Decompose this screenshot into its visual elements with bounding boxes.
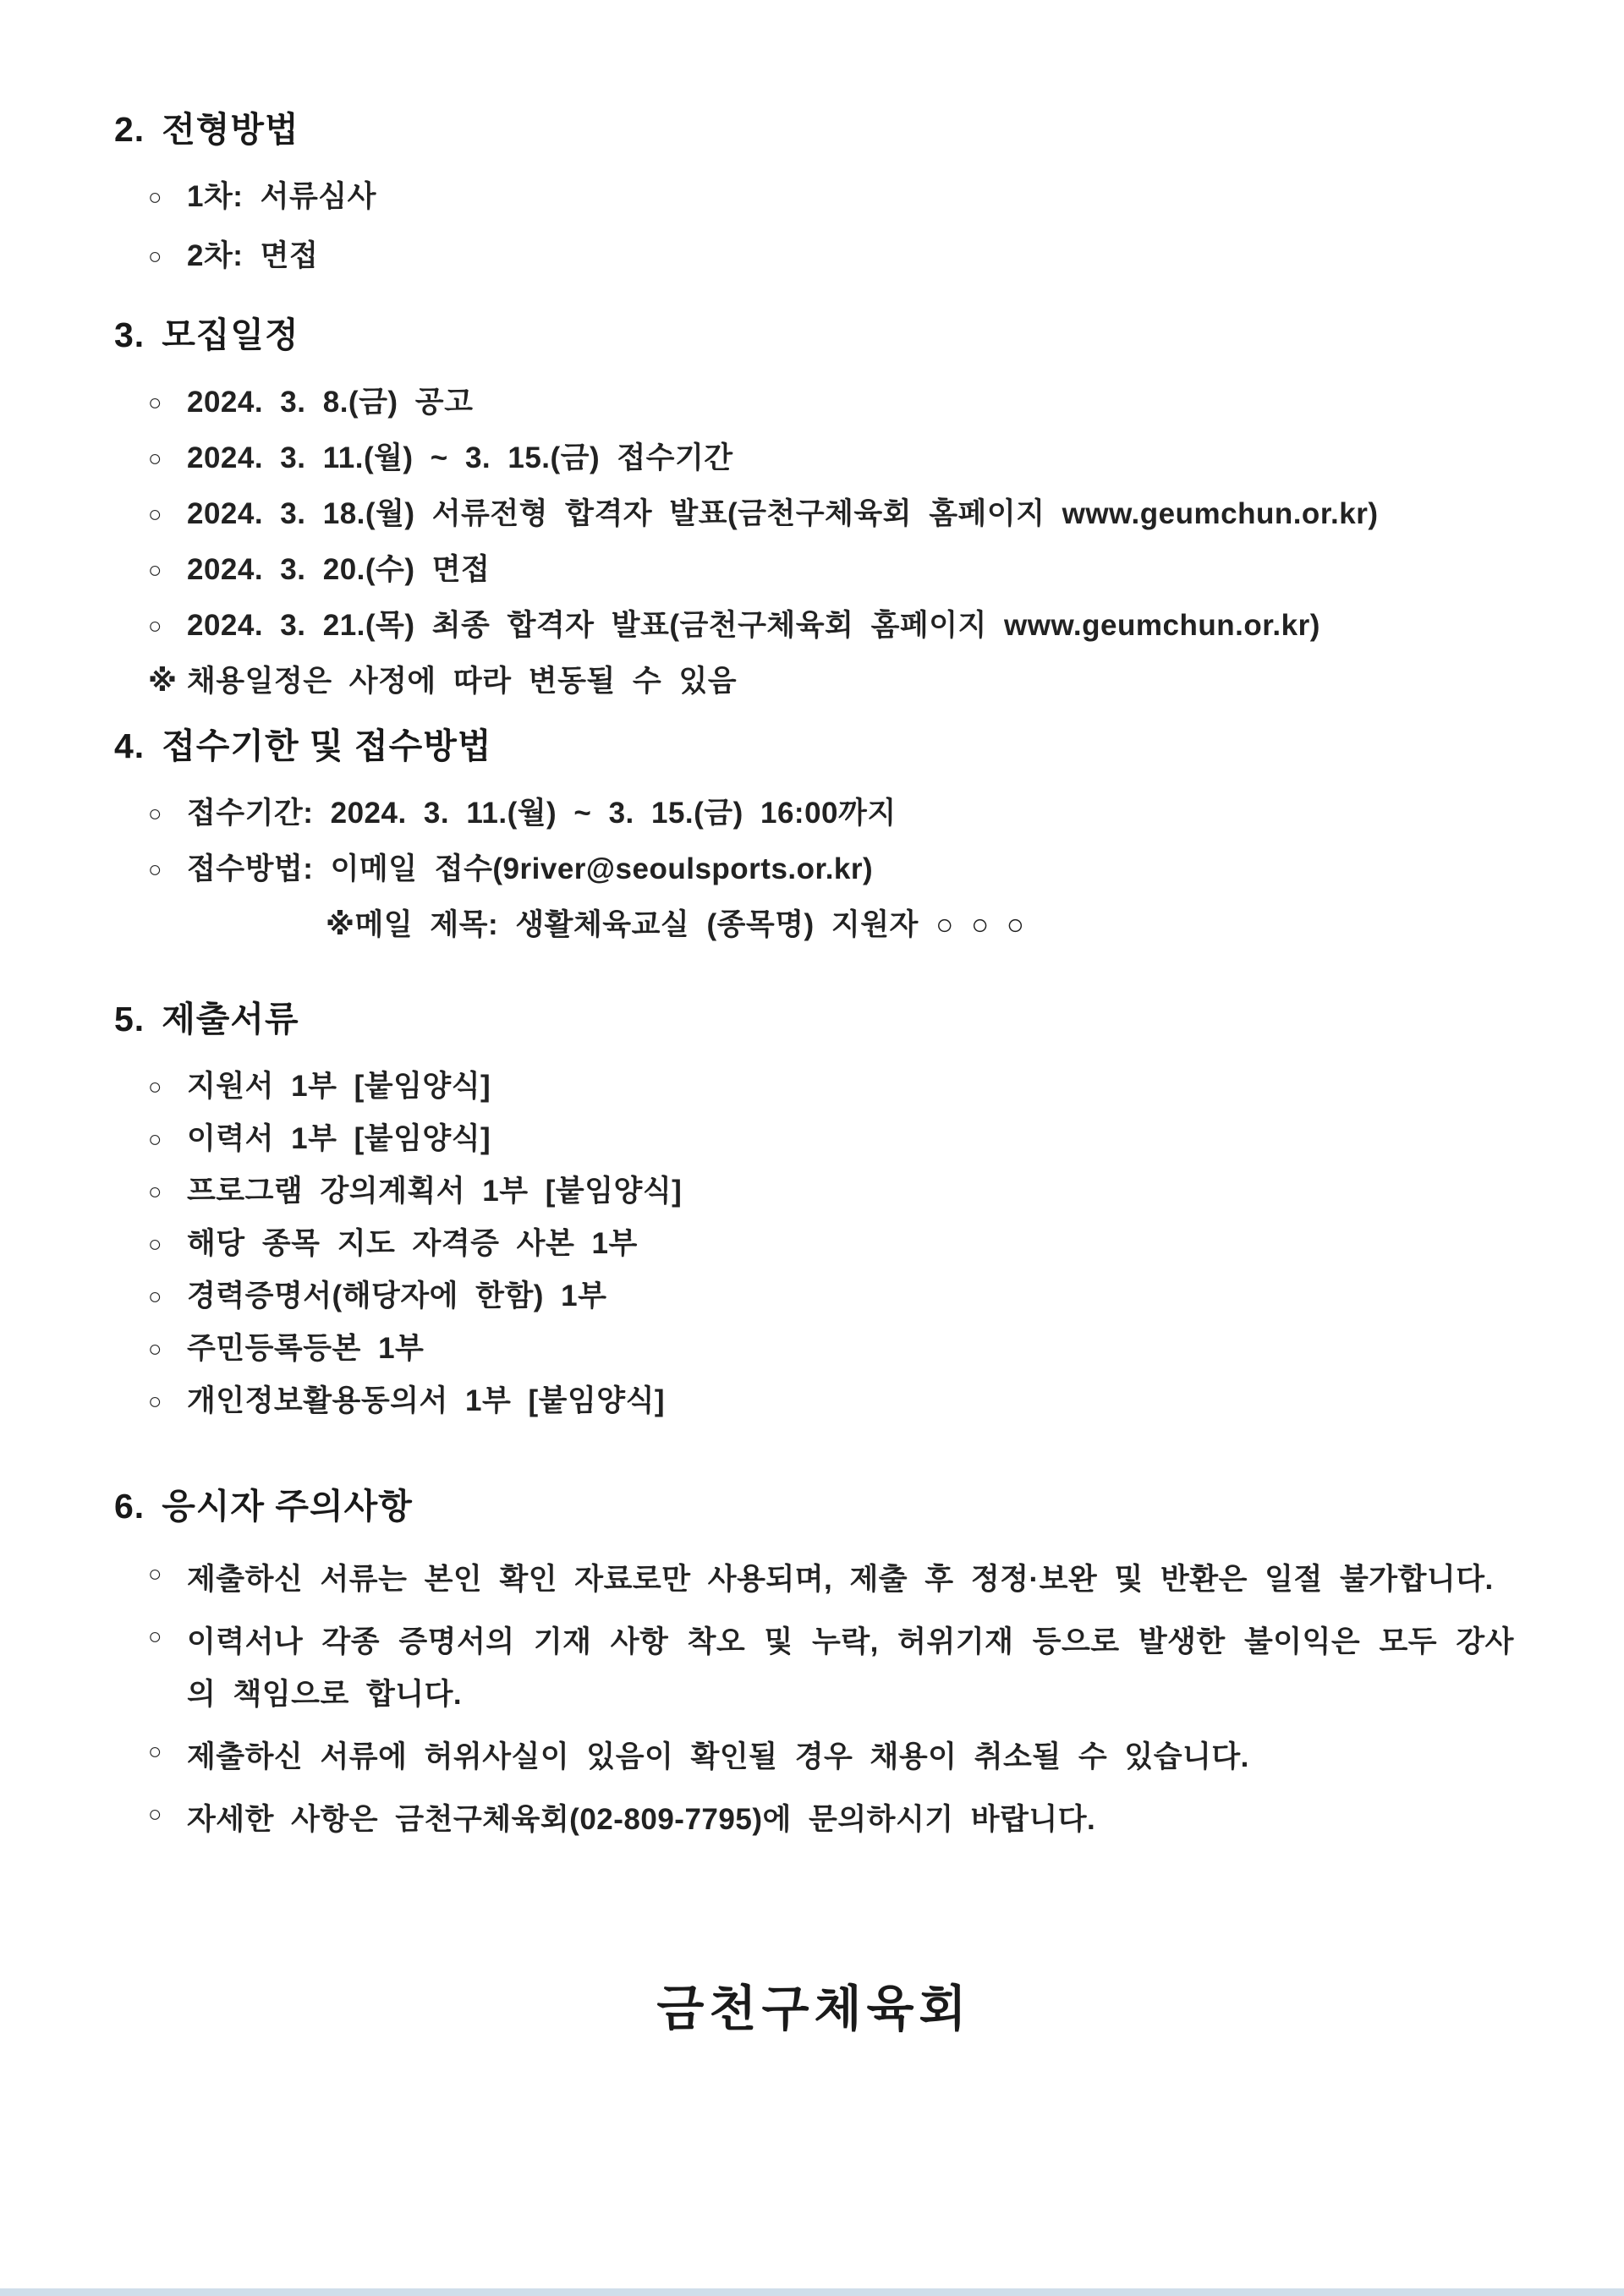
list-item-text: 제출하신 서류에 허위사실이 있음이 확인될 경우 채용이 취소될 수 있습니다. — [187, 1740, 1249, 1773]
circle-bullet-icon: ○ — [148, 1561, 162, 1586]
list-item — [114, 494, 1514, 534]
list-item — [114, 236, 1514, 277]
list-item — [114, 382, 1514, 423]
section-heading — [114, 725, 1514, 768]
section-heading — [114, 1485, 1514, 1528]
section-title: 접수기한 및 접수방법 — [162, 726, 492, 765]
section-schedule — [114, 314, 1514, 702]
list-item — [114, 438, 1514, 479]
organization-name: 금천구체육회 — [656, 1981, 972, 2036]
list-item-text: 프로그램 강의계획서 1부 [붙임양식] — [187, 1175, 683, 1208]
list-item — [114, 1276, 1514, 1317]
circle-bullet-icon: ○ — [148, 1284, 162, 1309]
list-item — [114, 1381, 1514, 1422]
circle-bullet-icon: ○ — [148, 244, 162, 269]
section-selection-method — [114, 108, 1514, 277]
section-title: 전형방법 — [162, 110, 299, 149]
section-number: 2. — [114, 110, 145, 149]
circle-bullet-icon: ○ — [148, 801, 162, 826]
list-item — [114, 1553, 1514, 1606]
list-item-text: 2024. 3. 20.(수) 면접 — [187, 553, 491, 586]
list-item — [114, 1224, 1514, 1264]
circle-bullet-icon: ○ — [148, 1336, 162, 1362]
list-item-text: 주민등록등본 1부 — [187, 1332, 425, 1365]
section-application-method — [114, 725, 1514, 945]
list-item — [114, 1616, 1514, 1721]
list-item-text: 이력서 1부 [붙임양식] — [187, 1122, 491, 1155]
list-item-text: 개인정보활용동의서 1부 [붙임양식] — [187, 1384, 666, 1417]
circle-bullet-icon: ○ — [148, 1624, 162, 1649]
list-item — [114, 849, 1514, 890]
section-heading — [114, 108, 1514, 151]
section-heading — [114, 314, 1514, 357]
section-required-documents — [114, 998, 1514, 1422]
list-item-text: 2차: 면접 — [187, 239, 319, 272]
circle-bullet-icon: ○ — [148, 1801, 162, 1827]
circle-bullet-icon: ○ — [148, 1231, 162, 1257]
list-item-text: 2024. 3. 11.(월) ~ 3. 15.(금) 접수기간 — [187, 441, 733, 474]
list-item — [114, 1066, 1514, 1107]
list-item — [114, 793, 1514, 834]
list-item — [114, 1171, 1514, 1212]
scan-edge-artifact — [0, 2288, 1624, 2296]
list-item-text: 해당 종목 지도 자격증 사본 1부 — [187, 1227, 638, 1260]
note-item — [114, 661, 1514, 702]
list-item — [114, 1119, 1514, 1159]
circle-bullet-icon: ○ — [148, 1739, 162, 1764]
list-item-text: 2024. 3. 8.(금) 공고 — [187, 386, 474, 419]
circle-bullet-icon: ○ — [148, 446, 162, 471]
circle-bullet-icon: ○ — [148, 557, 162, 583]
circle-bullet-icon: ○ — [148, 1179, 162, 1204]
list-item-text: 2024. 3. 18.(월) 서류전형 합격자 발표(금천구체육회 홈페이지 www.geumchun.or.kr) — [187, 497, 1379, 530]
list-item-text: 지원서 1부 [붙임양식] — [187, 1070, 491, 1103]
circle-bullet-icon: ○ — [148, 1126, 162, 1152]
list-item-text: 경력증명서(해당자에 한함) 1부 — [187, 1280, 607, 1312]
reference-mark-icon: ※ — [148, 665, 178, 698]
section-title: 응시자 주의사항 — [162, 1487, 413, 1526]
list-item-text: 접수방법: 이메일 접수(9river@seoulsports.or.kr) — [187, 852, 874, 885]
list-item-text: 자세한 사항은 금천구체육회(02-809-7795)에 문의하시기 바랍니다. — [187, 1803, 1096, 1836]
circle-bullet-icon: ○ — [148, 1074, 162, 1099]
list-item — [114, 1329, 1514, 1369]
list-item-text: 2024. 3. 21.(목) 최종 합격자 발표(금천구체육회 홈페이지 www.geumchun.or.kr) — [187, 609, 1320, 642]
circle-bullet-icon: ○ — [148, 184, 162, 210]
section-number: 6. — [114, 1487, 145, 1526]
list-item-text: 1차: 서류심사 — [187, 180, 376, 213]
section-number: 5. — [114, 1000, 145, 1038]
circle-bullet-icon: ○ — [148, 613, 162, 638]
list-item-text: 이력서나 각종 증명서의 기재 사항 착오 및 누락, 허위기재 등으로 발생한 불이익은 모두 강사의 책임으로 합니다. — [187, 1625, 1514, 1711]
list-item-text: 접수기간: 2024. 3. 11.(월) ~ 3. 15.(금) 16:00까지 — [187, 797, 897, 830]
note-text: 채용일정은 사정에 따라 변동될 수 있음 — [187, 665, 738, 698]
list-item — [114, 550, 1514, 590]
circle-bullet-icon: ○ — [148, 1389, 162, 1414]
circle-bullet-icon: ○ — [148, 857, 162, 882]
list-item — [114, 1794, 1514, 1846]
list-item — [114, 1731, 1514, 1784]
section-title: 제출서류 — [162, 1000, 299, 1038]
list-item-text: 제출하신 서류는 본인 확인 자료로만 사용되며, 제출 후 정정·보완 및 반환은 일절 불가합니다. — [187, 1563, 1494, 1596]
circle-bullet-icon: ○ — [148, 501, 162, 527]
section-number: 4. — [114, 726, 145, 765]
section-applicant-notes — [114, 1485, 1514, 1846]
section-title: 모집일정 — [162, 315, 299, 354]
list-item — [114, 177, 1514, 217]
circle-bullet-icon: ○ — [148, 390, 162, 415]
section-heading — [114, 998, 1514, 1041]
list-item — [114, 606, 1514, 646]
section-number: 3. — [114, 315, 145, 354]
mail-subject-note: ※메일 제목: 생활체육교실 (종목명) 지원자 ○ ○ ○ — [326, 908, 1025, 941]
